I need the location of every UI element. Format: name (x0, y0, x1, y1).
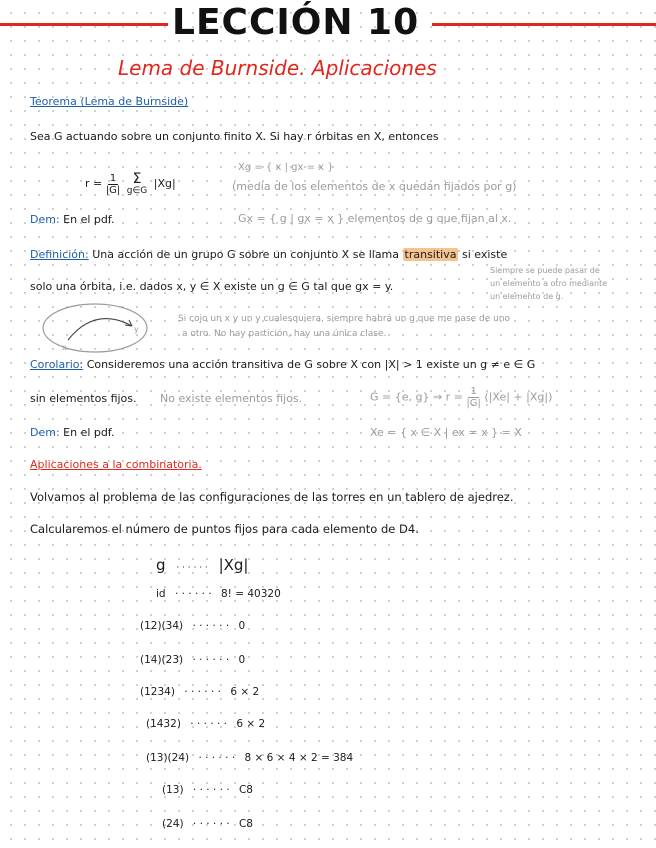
table-row (156, 588, 281, 600)
definition-text-before: Una acción de un grupo G sobre un conjunto X se llama (92, 248, 400, 261)
row-value: 8! = 40320 (221, 588, 281, 600)
page-subtitle: Lema de Burnside. Aplicaciones (118, 56, 437, 80)
row-value: C8 (238, 784, 253, 796)
applications-line-2: Calcularemos el número de puntos fijos para cada elemento de D4. (30, 522, 419, 536)
sum-index: g∈G (126, 186, 148, 196)
table-row (140, 620, 245, 632)
orbit-ellipse (43, 304, 147, 352)
title-rule-right (432, 23, 656, 26)
row-g: (1234) (140, 686, 175, 698)
row-g: (24) (162, 818, 184, 830)
corollary-note-b: G = {e, g} ⇒ r = (370, 390, 463, 404)
table-row (140, 654, 245, 666)
row-value: 0 (238, 620, 246, 632)
corollary-num: 1 (470, 386, 477, 397)
definition-text-after: si existe (461, 248, 508, 261)
orbit-arrow (68, 319, 132, 340)
side-note-3: un elemento de g. (490, 292, 564, 301)
row-dots: · · · · · · (190, 718, 227, 730)
table-row (146, 752, 353, 764)
corollary-label: Corolario: (30, 358, 84, 371)
corollary-line-2: sin elementos fijos. (30, 392, 137, 405)
row-dots: · · · · · · (192, 784, 230, 796)
corollary-note-d: Xe = { x ∈ X | ex = x } = X (370, 426, 522, 439)
theorem-statement: Sea G actuando sobre un conjunto finito X. Si hay r órbitas en X, entonces (30, 130, 439, 143)
header-dots: · · · · · · (176, 563, 208, 573)
applications-line-1: Volvamos al problema de las configuraciones de las torres en un tablero de ajedrez. (30, 490, 514, 504)
row-dots: · · · · · · (184, 686, 221, 698)
row-dots: · · · · · · (174, 588, 212, 600)
row-g: (12)(34) (140, 620, 184, 632)
proof-1-text: En el pdf. (63, 213, 115, 226)
diagram-y: y (134, 325, 139, 334)
sum-symbol: Σ (132, 171, 142, 187)
table-row (140, 686, 259, 698)
formula-fraction (106, 173, 121, 196)
corollary-fraction (466, 386, 481, 409)
row-value: 6 × 2 (230, 686, 260, 698)
table-row (162, 818, 253, 830)
note-b2: a otro. No hay partición, hay una única clase. (182, 329, 387, 339)
definition-highlight: transitiva (404, 248, 457, 261)
definition-side-note (490, 264, 607, 303)
formula-lhs: r = (85, 177, 103, 190)
row-g: (14)(23) (140, 654, 184, 666)
orbit-diagram (40, 298, 150, 358)
row-value: 0 (238, 654, 246, 666)
corollary-text: Consideremos una acción transitiva de G sobre X con |X| > 1 existe un g ≠ e ∈ G (86, 358, 536, 371)
diagram-x: x (62, 343, 67, 352)
row-dots: · · · · · · (192, 654, 230, 666)
definition-label: Definición: (30, 248, 89, 261)
row-dots: · · · · · · (192, 818, 230, 830)
corollary-note-formula (370, 386, 552, 409)
row-value: 6 × 2 (236, 718, 266, 730)
note-xg: Xg = { x | gx = x } (238, 162, 334, 173)
title-rule-left (0, 23, 168, 26)
row-g: (13)(24) (146, 752, 190, 764)
corollary-note-a: No existe elementos fijos. (160, 392, 303, 405)
row-g: id (156, 588, 166, 600)
side-note-2: un elemento a otro mediante (490, 279, 608, 288)
corollary-note-c: (|Xe| + |Xg|) (484, 390, 553, 404)
formula-term: |Xg| (153, 177, 176, 190)
table-row (162, 784, 253, 796)
proof-2-label: Dem: (30, 426, 60, 439)
side-note-1: Siempre se puede pasar de (490, 266, 600, 275)
theorem-label: Teorema (Lema de Burnside) (30, 95, 189, 108)
definition-line-1 (30, 248, 507, 261)
row-dots: · · · · · · (192, 620, 230, 632)
table-row (146, 718, 265, 730)
note-media: (media de los elementos de x quedan fijados por g) (232, 180, 517, 193)
formula-num: 1 (109, 172, 117, 184)
note-gx: Gx = { g | gx = x } elementos de g que fijan al x. (238, 212, 512, 225)
proof-2-text: En el pdf. (63, 426, 115, 439)
proof-2 (30, 426, 114, 439)
sum-symbol-block (127, 172, 148, 196)
definition-note-b (178, 312, 510, 342)
row-g: (13) (162, 784, 184, 796)
row-value: 8 × 6 × 4 × 2 = 384 (244, 752, 354, 764)
header-g: g (156, 556, 166, 574)
row-dots: · · · · · · (198, 752, 236, 764)
applications-heading: Aplicaciones a la combinatoria. (30, 458, 202, 471)
definition-line-2: solo una órbita, i.e. dados x, y ∈ X existe un g ∈ G tal que gx = y. (30, 280, 394, 293)
burnside-formula (85, 172, 176, 196)
proof-1 (30, 213, 114, 226)
corollary-den: |G| (466, 398, 481, 409)
formula-den: |G| (105, 184, 121, 196)
corollary-line-1 (30, 358, 535, 371)
row-value: C8 (238, 818, 253, 830)
page-title: LECCIÓN 10 (172, 2, 420, 43)
header-xg: |Xg| (218, 556, 249, 574)
table-header (156, 556, 248, 574)
row-g: (1432) (146, 718, 181, 730)
proof-1-label: Dem: (30, 213, 60, 226)
note-b1: Si cojo un x y un y cualesquiera, siempre habrá un g que me pase de uno (178, 314, 511, 324)
